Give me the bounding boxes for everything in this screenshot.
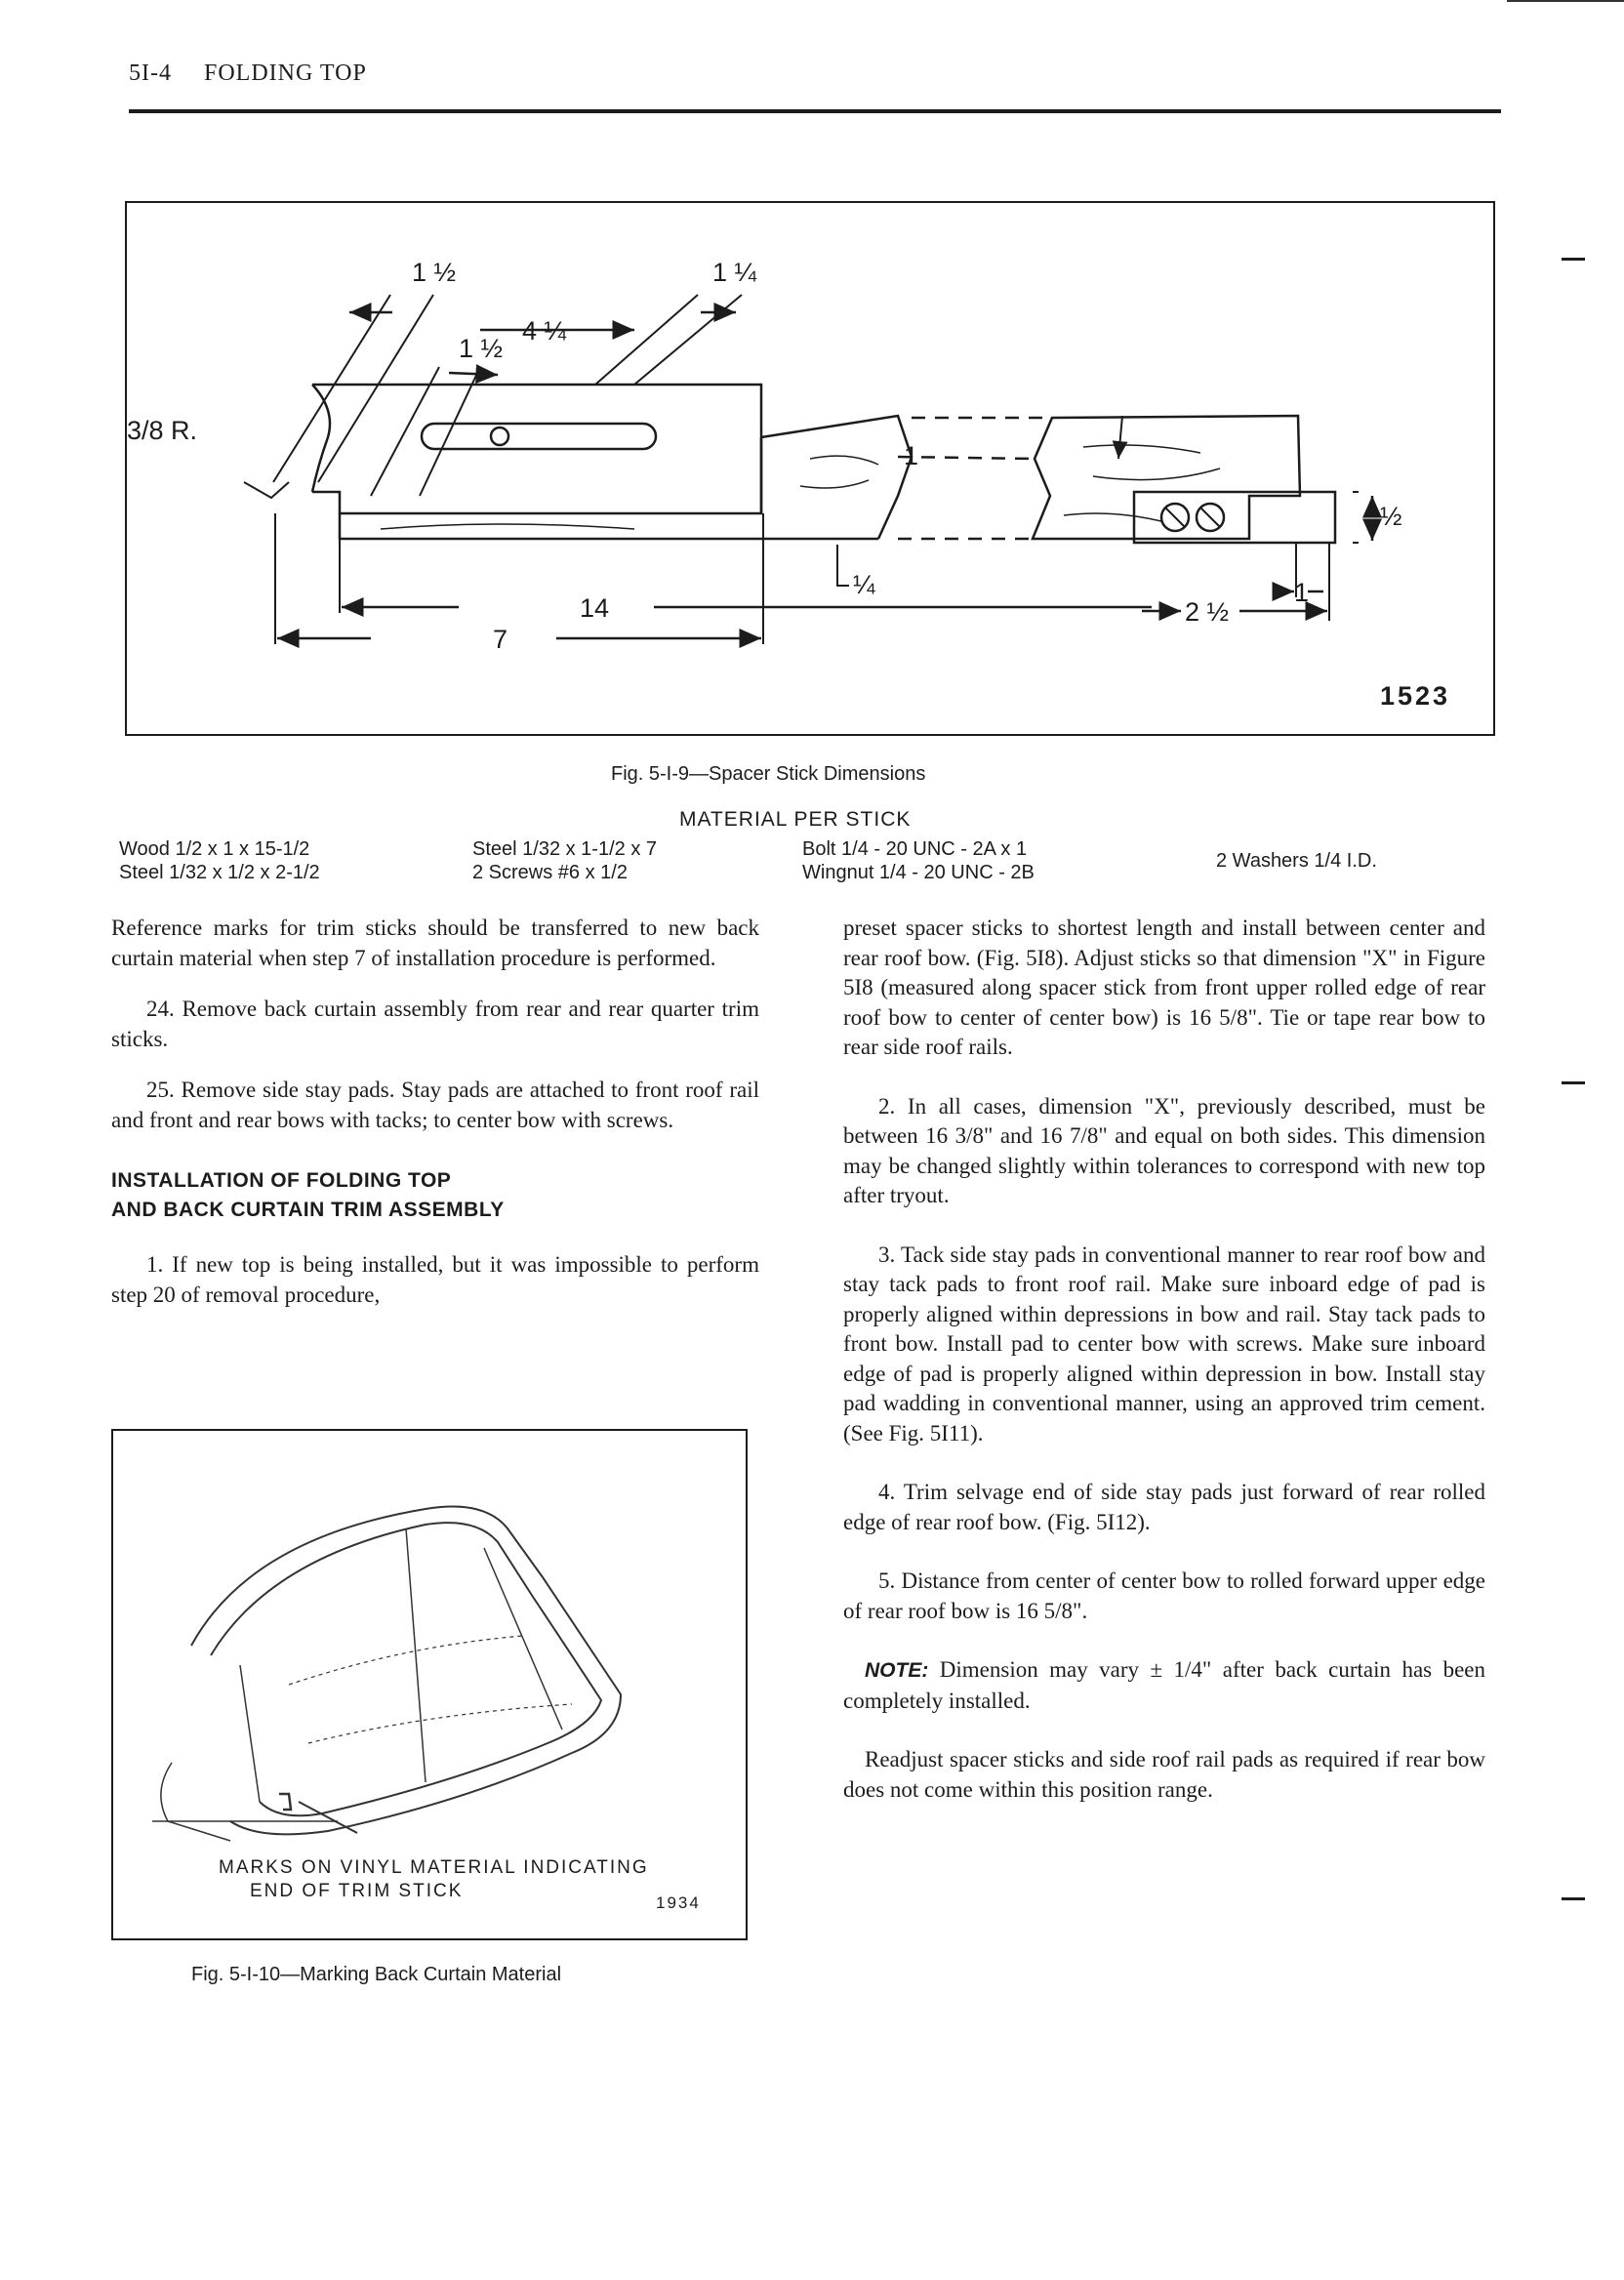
figure-2-label-line-1: MARKS ON VINYL MATERIAL INDICATING — [219, 1857, 649, 1878]
margin-tick — [1562, 1897, 1585, 1900]
figure-caption-5-I-10: Fig. 5-I-10—Marking Back Curtain Material — [191, 1964, 562, 1985]
figure-number-1523: 1523 — [1380, 681, 1451, 711]
section-title: FOLDING TOP — [203, 61, 367, 86]
material-col-3 — [802, 837, 1035, 884]
margin-tick — [1562, 1081, 1585, 1084]
section-heading-line-2: AND BACK CURTAIN TRIM ASSEMBLY — [111, 1199, 505, 1221]
dim-slot: 1 ½ — [459, 334, 504, 363]
corner-rule — [1507, 0, 1624, 2]
paragraph-step-5: 5. Distance from center of center bow to rolled forward upper edge of rear roof bow is 16 5/8". — [843, 1568, 1485, 1623]
dim-span-14: 14 — [580, 593, 610, 623]
material-col-2 — [472, 837, 657, 884]
dim-top-right: 1 ¼ — [712, 258, 757, 287]
section-heading-line-1: INSTALLATION OF FOLDING TOP — [111, 1169, 452, 1192]
section-heading — [111, 1166, 759, 1225]
material-item: Steel 1/32 x 1/2 x 2-1/2 — [119, 862, 320, 883]
paragraph-readjust: Readjust spacer sticks and side roof rail pads as required if rear bow does not come within this position range. — [843, 1747, 1485, 1802]
material-item: Wood 1/2 x 1 x 15-1/2 — [119, 838, 310, 860]
paragraph-reference-marks: Reference marks for trim sticks should be transferred to new back curtain material when step 7 of installation procedure is performed. — [111, 916, 759, 970]
margin-tick — [1562, 258, 1585, 261]
material-item: 2 Screws #6 x 1/2 — [472, 862, 628, 883]
dim-span-2-half: 2 ½ — [1185, 597, 1230, 627]
paragraph-install-step-1: 1. If new top is being installed, but it was impossible to perform step 20 of removal procedure, — [111, 1252, 759, 1307]
note-paragraph — [843, 1655, 1485, 1716]
material-col-1 — [119, 837, 320, 884]
dim-gap-quarter: ¼ — [853, 570, 875, 599]
dim-middle-one: 1 — [904, 441, 919, 470]
material-item: Wingnut 1/4 - 20 UNC - 2B — [802, 862, 1035, 883]
material-item: Steel 1/32 x 1-1/2 x 7 — [472, 838, 658, 860]
spacer-stick-drawing — [127, 203, 1497, 738]
page-header — [129, 61, 367, 87]
left-column — [111, 914, 759, 1310]
figure-back-curtain — [111, 1429, 748, 1940]
dim-radius: 3/8 R. — [127, 416, 198, 445]
paragraph-step-24: 24. Remove back curtain assembly from rear and rear quarter trim sticks. — [111, 997, 759, 1051]
dim-top-left: 1 ½ — [412, 258, 457, 287]
material-col-4: 2 Washers 1/4 I.D. — [1216, 850, 1377, 872]
dim-end-half: ½ — [1380, 502, 1402, 531]
figure-number-1934: 1934 — [656, 1893, 701, 1912]
paragraph-step-4: 4. Trim selvage end of side stay pads just forward of rear rolled edge of rear roof bow. (Fig. 5I12). — [843, 1480, 1485, 1534]
page-number: 5I-4 — [129, 61, 172, 86]
paragraph-step-3: 3. Tack side stay pads in conventional manner to rear roof bow and stay tack pads to front roof rail. Make sure inboard edge of pad is properly aligned within depressions in bow and rail. Stay tack pads to front bow. Install pad to center bow with screws. Make sure inboard edge of pad is properly aligned within depression in bow. Install stay pad wadding in conventional manner, using an approved trim cement. (See Fig. 5I11). — [843, 1242, 1485, 1445]
right-column — [843, 914, 1485, 1805]
material-title: MATERIAL PER STICK — [679, 808, 912, 831]
paragraph-step-2: 2. In all cases, dimension "X", previously described, must be between 16 3/8" and 16 7/8" and equal on both sides. This dimension may be changed slightly within tolerances to correspond with new top after tryout. — [843, 1093, 1485, 1207]
dim-span-top: 4 ¼ — [522, 316, 567, 346]
note-label: NOTE: — [865, 1659, 929, 1682]
paragraph-step-25: 25. Remove side stay pads. Stay pads are attached to front roof rail and front and rear bows with tacks; to center bow with screws. — [111, 1078, 759, 1132]
material-item: Bolt 1/4 - 20 UNC - 2A x 1 — [802, 838, 1028, 860]
note-text: Dimension may vary ± 1/4" after back curtain has been completely installed. — [843, 1657, 1485, 1713]
dim-end-one: 1 — [1294, 578, 1310, 607]
dim-span-7: 7 — [493, 625, 508, 654]
header-rule — [129, 109, 1501, 113]
paragraph-preset-spacer: preset spacer sticks to shortest length and install between center and rear roof bow. (Fig. 5I8). Adjust sticks so that dimension "X" in Figure 5I8 (measured along spacer stick from front upper rolled edge of rear roof bow to center of center bow) is 16 5/8". Tie or tape rear bow to rear side roof rails. — [843, 916, 1485, 1059]
figure-caption-5-I-9: Fig. 5-I-9—Spacer Stick Dimensions — [611, 763, 926, 785]
figure-2-label-line-2: END OF TRIM STICK — [250, 1881, 464, 1901]
figure-spacer-stick — [125, 201, 1495, 736]
